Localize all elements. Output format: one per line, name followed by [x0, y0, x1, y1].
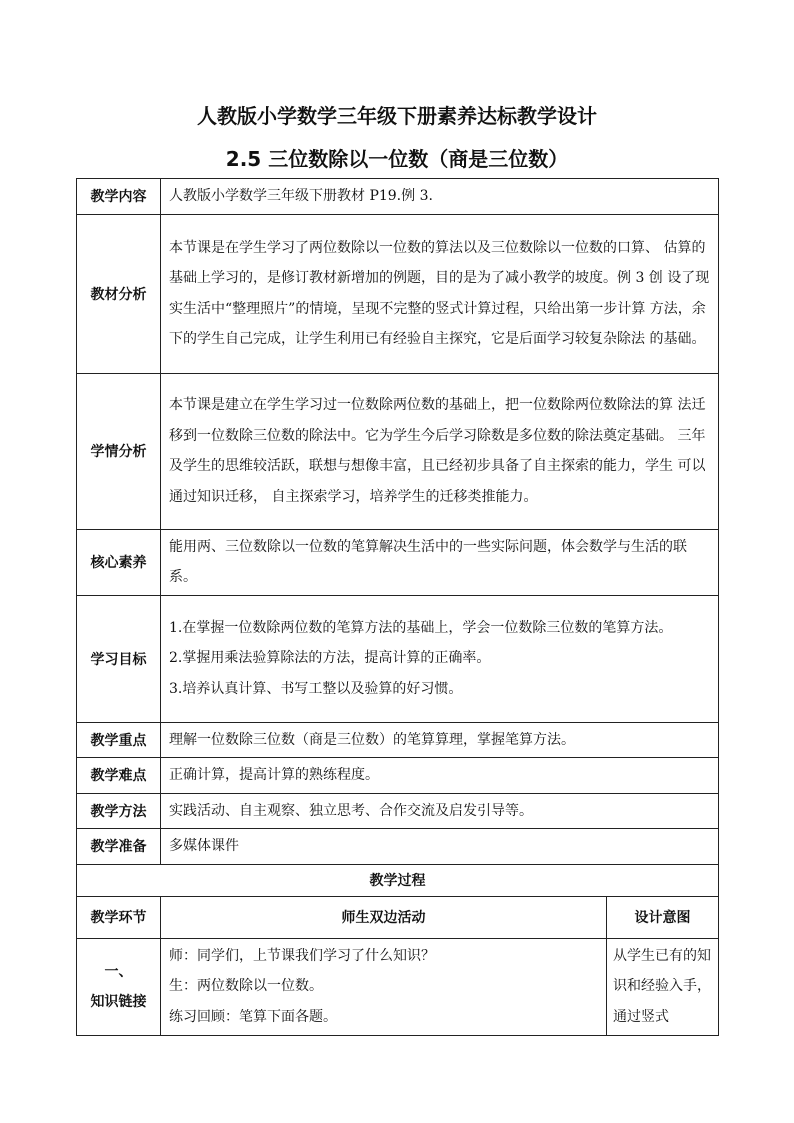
- process-title: 教学过程: [77, 864, 719, 896]
- row-content: [77, 179, 719, 215]
- goal-item: 1.在掌握一位数除两位数的笔算方法的基础上，学会一位数除三位数的笔算方法。: [169, 619, 673, 636]
- row-core-literacy: [77, 529, 719, 595]
- activity-line: 练习回顾：笔算下面各题。: [169, 1008, 337, 1025]
- goal-item: 2.掌握用乘法验算除法的方法，提高计算的正确率。: [169, 650, 491, 667]
- row-value: [161, 758, 719, 794]
- activity-cell: [161, 938, 607, 1035]
- process-header-row: [77, 896, 719, 938]
- row-key-point: [77, 722, 719, 758]
- stage-label: [77, 938, 161, 1035]
- row-value: [161, 793, 719, 829]
- row-value: [161, 529, 719, 595]
- row-text: 理解一位数除三位数（商是三位数）的笔算算理，掌握笔算方法。: [169, 731, 575, 748]
- row-label: 学习目标: [77, 595, 161, 722]
- row-label: 教学难点: [77, 758, 161, 794]
- document-title: 人教版小学数学三年级下册素养达标教学设计: [197, 104, 597, 128]
- activity-line: 生：两位数除以一位数。: [169, 978, 323, 994]
- row-value: [161, 179, 719, 215]
- row-label: 教学重点: [77, 722, 161, 758]
- row-value: [161, 595, 719, 722]
- header-stage: 教学环节: [77, 896, 161, 938]
- goal-item: 3.培养认真计算、书写工整以及验算的好习惯。: [169, 680, 463, 697]
- row-value: [161, 722, 719, 758]
- row-text: 本节课是建立在学生学习过一位数除两位数的基础上，把一位数除两位数除法的算 法迁移到一位数除三位数的除法中。它为学生今后学习除数是多位数的除法奠定基础。 三年及学生的思维较活跃，联想与想像丰富，且已经初步具备了自主探索的能力，学生 可以通过知识迁移， 自主探索学习，培养学生的迁移类推能力。: [169, 397, 706, 505]
- stage-number: 一、: [104, 963, 133, 980]
- row-text: 能用两、三位数除以一位数的笔算解决生活中的一些实际问题，体会数学与生活的联系。: [169, 538, 687, 585]
- row-label: 教学准备: [77, 829, 161, 865]
- row-label: 教材分析: [77, 214, 161, 373]
- row-label: 学情分析: [77, 373, 161, 529]
- stage-name: 知识链接: [90, 993, 147, 1010]
- row-material-analysis: [77, 214, 719, 373]
- row-value: [161, 829, 719, 865]
- row-value: [161, 214, 719, 373]
- header-activity: 师生双边活动: [161, 896, 607, 938]
- row-preparation: [77, 829, 719, 865]
- row-label: 教学方法: [77, 793, 161, 829]
- row-label: 教学内容: [77, 179, 161, 215]
- row-text: 人教版小学数学三年级下册教材 P19.例 3.: [169, 188, 433, 204]
- row-difficulty: [77, 758, 719, 794]
- row-text: 多媒体课件: [169, 838, 239, 854]
- intent-cell: 从学生已有的知识和经验入手，通过竖式: [607, 938, 719, 1035]
- row-method: [77, 793, 719, 829]
- row-text: 正确计算，提高计算的熟练程度。: [169, 767, 379, 783]
- process-title-row: [77, 864, 719, 896]
- process-row: [77, 938, 719, 1035]
- row-label: 核心素养: [77, 529, 161, 595]
- row-learning-goals: [77, 595, 719, 722]
- row-value: [161, 373, 719, 529]
- header-intent: 设计意图: [607, 896, 719, 938]
- activity-line: 师：同学们，上节课我们学习了什么知识？: [169, 947, 435, 964]
- lesson-plan-table: [76, 178, 719, 1036]
- lesson-title: 2.5 三位数除以一位数（商是三位数）: [225, 147, 569, 171]
- row-student-analysis: [77, 373, 719, 529]
- row-text: 实践活动、自主观察、独立思考、合作交流及启发引导等。: [169, 802, 533, 819]
- row-text: 本节课是在学生学习了两位数除以一位数的算法以及三位数除以一位数的口算、 估算的基础上学习的，是修订教材新增加的例题，目的是为了减小教学的坡度。例 3 创 设了现实生活中“整理照片”的情境，呈现不完整的竖式计算过程，只给出第一步计算 方法，余下的学生自己完成，让学生利用已有经验自主探究，它是后面学习较复杂除法 的基础。: [169, 239, 710, 347]
